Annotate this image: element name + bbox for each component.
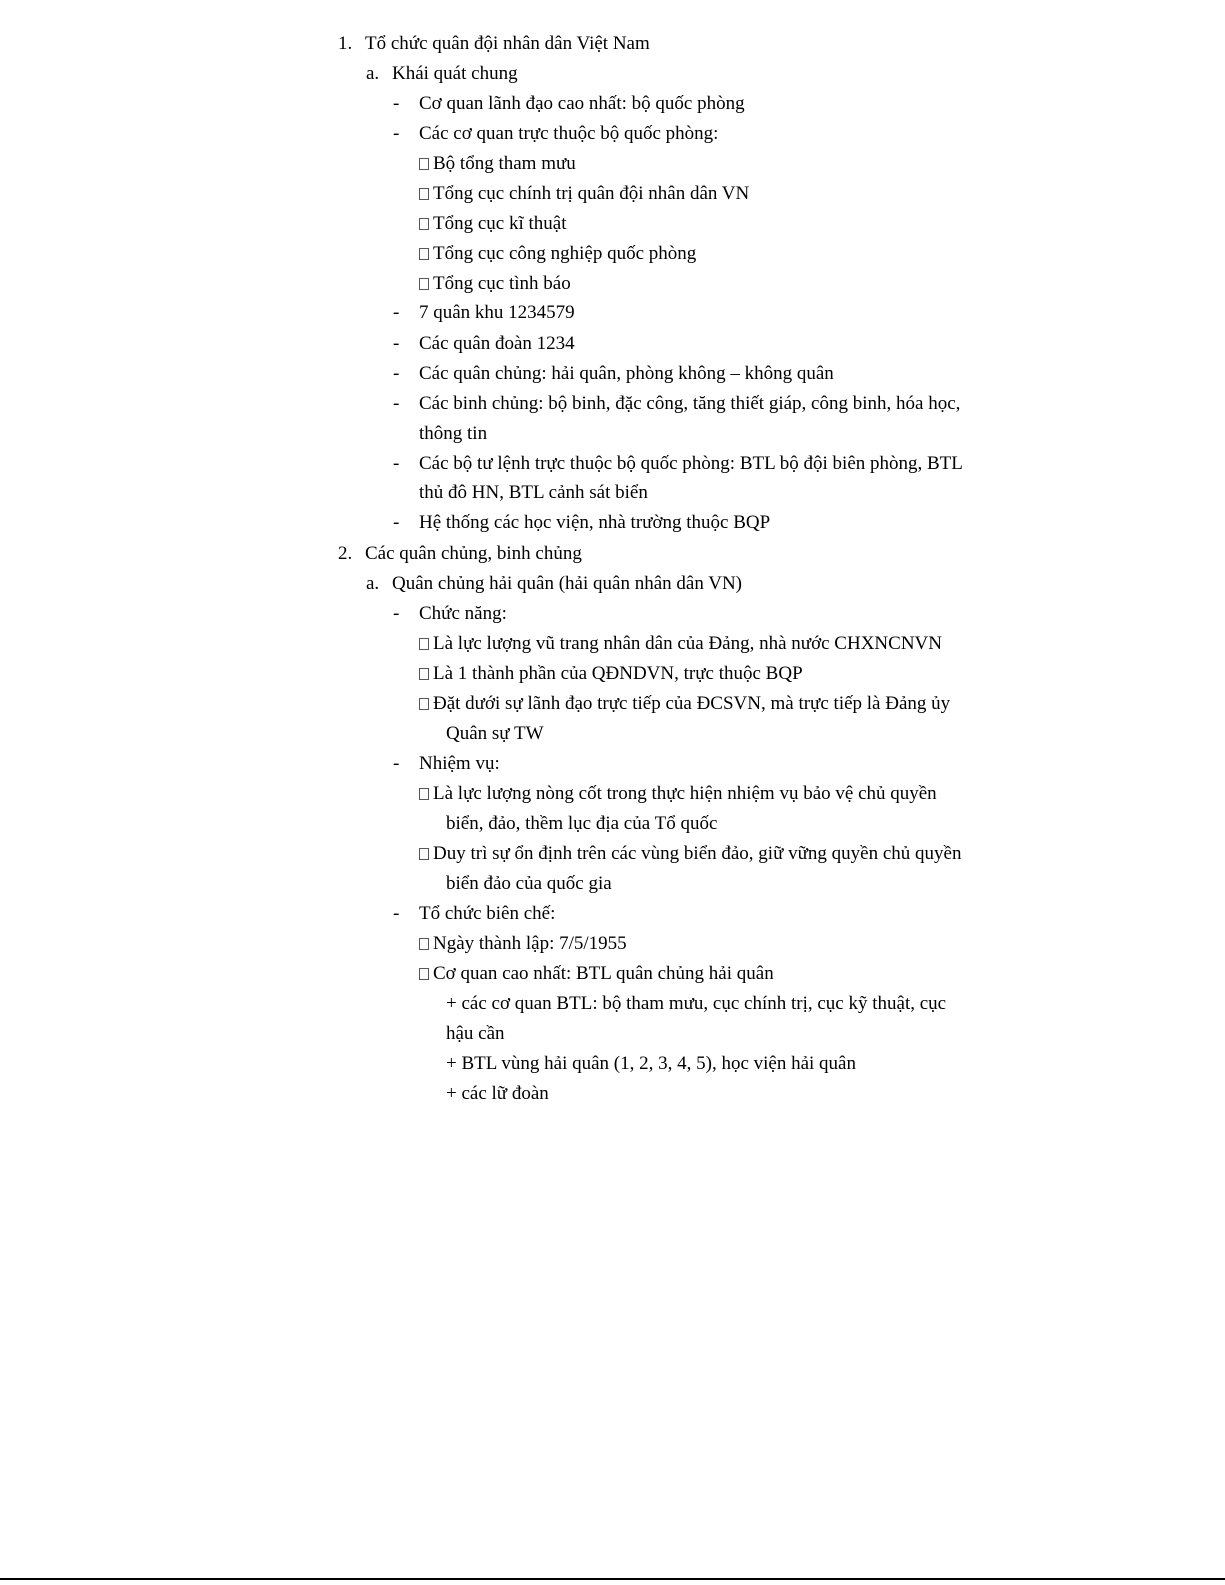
checkbox-item: Bộ tổng tham mưu bbox=[433, 153, 576, 174]
numbered-heading: Các quân chủng, binh chủng bbox=[365, 543, 582, 564]
continuation-line: thủ đô HN, BTL cảnh sát biển bbox=[419, 482, 648, 503]
continuation-line: + các cơ quan BTL: bộ tham mưu, cục chính trị, cục kỹ thuật, cục bbox=[446, 993, 947, 1014]
checkbox-icon bbox=[419, 689, 431, 719]
numbered-heading: Tổ chức quân đội nhân dân Việt Nam bbox=[365, 33, 650, 54]
checkbox-icon bbox=[419, 959, 431, 989]
continuation-line: Quân sự TW bbox=[446, 723, 544, 744]
bullet-dash: - bbox=[393, 903, 400, 924]
bullet-dash: - bbox=[393, 363, 400, 384]
checkbox-item: Tổng cục kĩ thuật bbox=[433, 213, 567, 234]
checkbox-icon bbox=[419, 239, 431, 269]
bullet-dash: - bbox=[393, 123, 400, 144]
bullet-item: Nhiệm vụ: bbox=[419, 753, 500, 774]
checkbox-icon bbox=[419, 149, 431, 179]
bullet-item: Tổ chức biên chế: bbox=[419, 903, 556, 924]
checkbox-item: Ngày thành lập: 7/5/1955 bbox=[433, 933, 627, 954]
bullet-dash: - bbox=[393, 302, 400, 323]
list-marker: a. bbox=[366, 63, 380, 84]
checkbox-item: Là lực lượng nòng cốt trong thực hiện nhiệm vụ bảo vệ chủ quyền bbox=[433, 783, 937, 804]
continuation-line: + BTL vùng hải quân (1, 2, 3, 4, 5), học viện hải quân bbox=[446, 1053, 856, 1074]
checkbox-item: Là 1 thành phần của QĐNDVN, trực thuộc BQP bbox=[433, 663, 803, 684]
bullet-item: Cơ quan lãnh đạo cao nhất: bộ quốc phòng bbox=[419, 93, 745, 114]
continuation-line: + các lữ đoàn bbox=[446, 1083, 549, 1104]
bullet-dash: - bbox=[393, 93, 400, 114]
bullet-item: Các binh chủng: bộ binh, đặc công, tăng thiết giáp, công binh, hóa học, bbox=[419, 393, 961, 414]
lettered-subheading: Quân chủng hải quân (hải quân nhân dân VN) bbox=[392, 573, 742, 594]
bullet-item: 7 quân khu 1234579 bbox=[419, 302, 575, 323]
checkbox-icon bbox=[419, 269, 431, 299]
lettered-subheading: Khái quát chung bbox=[392, 63, 518, 84]
checkbox-item: Tổng cục tình báo bbox=[433, 273, 571, 294]
checkbox-icon bbox=[419, 659, 431, 689]
checkbox-item: Đặt dưới sự lãnh đạo trực tiếp của ĐCSVN, mà trực tiếp là Đảng ủy bbox=[433, 693, 951, 714]
list-marker: 1. bbox=[338, 33, 353, 54]
continuation-line: hậu cần bbox=[446, 1023, 505, 1044]
checkbox-icon bbox=[419, 839, 431, 869]
bullet-item: Chức năng: bbox=[419, 603, 507, 624]
bullet-item: Các quân chủng: hải quân, phòng không – không quân bbox=[419, 363, 834, 384]
list-marker: a. bbox=[366, 573, 380, 594]
checkbox-item: Cơ quan cao nhất: BTL quân chủng hải quân bbox=[433, 963, 774, 984]
bullet-dash: - bbox=[393, 603, 400, 624]
bullet-dash: - bbox=[393, 393, 400, 414]
bullet-dash: - bbox=[393, 753, 400, 774]
checkbox-item: Duy trì sự ổn định trên các vùng biển đảo, giữ vững quyền chủ quyền bbox=[433, 843, 962, 864]
bullet-dash: - bbox=[393, 333, 400, 354]
list-marker: 2. bbox=[338, 543, 353, 564]
continuation-line: biển đảo của quốc gia bbox=[446, 873, 612, 894]
bullet-item: Các quân đoàn 1234 bbox=[419, 333, 575, 354]
checkbox-icon bbox=[419, 929, 431, 959]
bullet-dash: - bbox=[393, 512, 400, 533]
checkbox-icon bbox=[419, 179, 431, 209]
continuation-line: thông tin bbox=[419, 423, 488, 444]
continuation-line: biển, đảo, thềm lục địa của Tổ quốc bbox=[446, 813, 718, 834]
bullet-item: Hệ thống các học viện, nhà trường thuộc BQP bbox=[419, 512, 771, 533]
bullet-item: Các bộ tư lệnh trực thuộc bộ quốc phòng: BTL bộ đội biên phòng, BTL bbox=[419, 453, 963, 474]
checkbox-item: Tổng cục công nghiệp quốc phòng bbox=[433, 243, 697, 264]
bullet-dash: - bbox=[393, 453, 400, 474]
checkbox-icon bbox=[419, 629, 431, 659]
checkbox-item: Là lực lượng vũ trang nhân dân của Đảng, nhà nước CHXNCNVN bbox=[433, 633, 942, 654]
checkbox-icon bbox=[419, 779, 431, 809]
bullet-item: Các cơ quan trực thuộc bộ quốc phòng: bbox=[419, 123, 719, 144]
page-bottom-rule bbox=[0, 1578, 1225, 1580]
checkbox-icon bbox=[419, 209, 431, 239]
checkbox-item: Tổng cục chính trị quân đội nhân dân VN bbox=[433, 183, 750, 204]
